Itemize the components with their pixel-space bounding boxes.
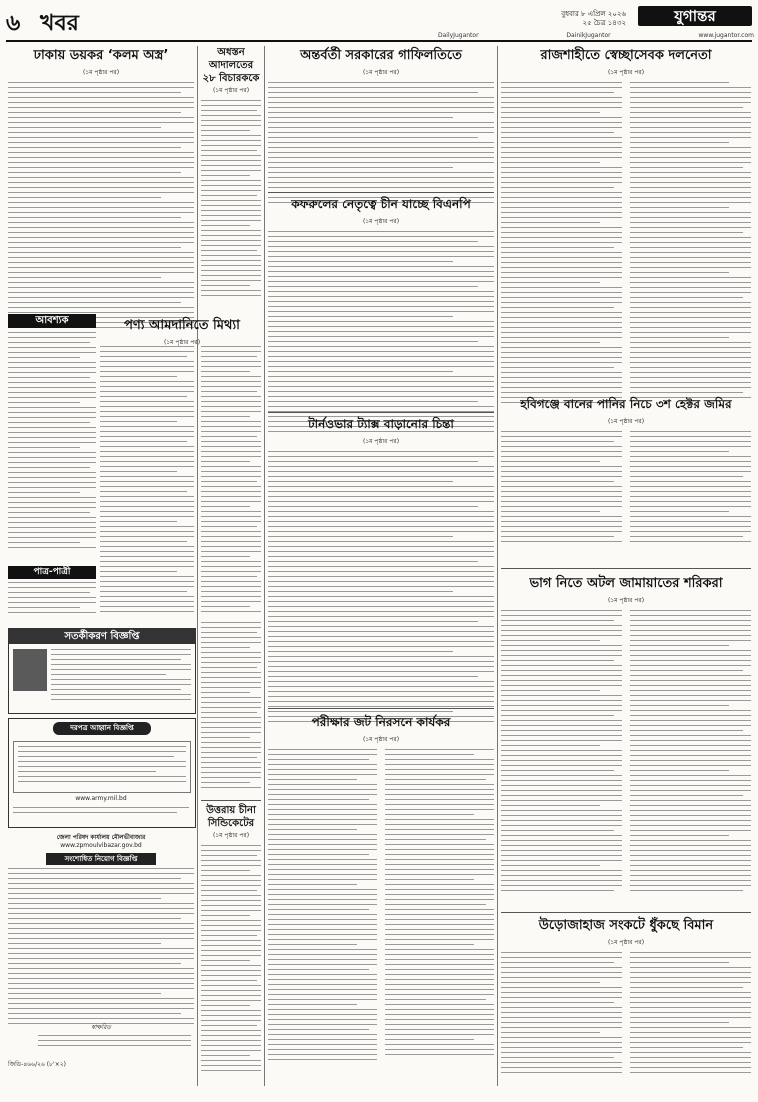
continuation-tag: (১ম পৃষ্ঠার পর) xyxy=(607,939,645,946)
article-kaforul xyxy=(268,196,494,436)
article-ponno xyxy=(100,316,264,348)
body-text xyxy=(501,610,751,930)
article-divider xyxy=(268,708,494,709)
date-bangla: ২৫ চৈত্র ১৪৩২ xyxy=(582,19,626,27)
classified-matrimony xyxy=(8,566,96,624)
headline: ঢাকায় ডয়কর ‘কলম অস্ত্র’ xyxy=(33,48,169,63)
continuation-tag: (১ম পৃষ্ঠার পর) xyxy=(362,218,400,225)
continuation-tag: (১ম পৃষ্ঠার পর) xyxy=(82,69,120,76)
column-rule xyxy=(264,46,265,1086)
body-text xyxy=(501,82,751,422)
section-title: খবর xyxy=(40,11,79,36)
headline: অধস্তন আদালতের ২৮ বিচারককে xyxy=(202,47,260,84)
headline: পণ্য আমদানিতে মিথ্যা xyxy=(124,318,240,333)
continuation-tag: (১ম পৃষ্ঠার পর) xyxy=(212,832,250,839)
notice-body xyxy=(8,868,194,1024)
column-rule xyxy=(497,46,498,1086)
article-porikkha xyxy=(268,714,494,1101)
continuation-tag: (১ম পৃষ্ঠার পর) xyxy=(607,418,645,425)
classified-header: পাত্র-পাত্রী xyxy=(8,566,96,579)
tender-header: দরপত্র আহ্বান বিজ্ঞপ্তি xyxy=(53,722,151,735)
continuation-tag: (১ম পৃষ্ঠার পর) xyxy=(607,69,645,76)
continuation-tag: (১ম পৃষ্ঠার পর) xyxy=(362,438,400,445)
newspaper-logo: যুগান্তর xyxy=(638,6,752,26)
article-divider xyxy=(268,192,494,193)
masthead xyxy=(6,6,752,42)
article-rajshahi xyxy=(501,46,751,422)
body-text xyxy=(201,346,261,616)
article-divider xyxy=(201,800,261,801)
page-number: ৬ xyxy=(6,11,21,36)
classified-header: আবশ্যক xyxy=(8,314,96,328)
continuation-tag: (১ম পৃষ্ঠার পর) xyxy=(607,597,645,604)
classified-body xyxy=(8,332,96,552)
headline: উড়োজাহাজ সংকটে ধুঁকছে বিমান xyxy=(538,918,714,933)
article-jamaat xyxy=(501,574,751,930)
date-block xyxy=(426,10,626,28)
headline: রাজশাহীতে স্বেচ্ছাসেবক দলনেতা xyxy=(540,48,712,63)
website-link[interactable]: www.jugantor.com xyxy=(698,32,754,39)
article-turnover xyxy=(268,416,494,731)
headline: পরীক্ষার জট নিরসনে কার্যকর xyxy=(311,715,451,729)
social-links xyxy=(438,32,754,39)
body-text xyxy=(268,451,494,731)
article-uttora xyxy=(201,804,261,1075)
notice-header: সতর্কীকরণ বিজ্ঞপ্তি xyxy=(9,629,195,644)
warning-notice xyxy=(8,628,196,714)
signature: স্বাক্ষরিত xyxy=(91,1024,111,1031)
article-dhaka xyxy=(8,46,194,332)
notice-body xyxy=(51,649,191,709)
body-text xyxy=(8,82,194,332)
tender-footer xyxy=(13,807,189,825)
body-text xyxy=(501,952,751,1102)
continuation-tag: (১ম পৃষ্ঠার পর) xyxy=(362,69,400,76)
tender-notice xyxy=(8,718,196,828)
date-gregorian: বুধবার ৮ এপ্রিল ২০২৬ xyxy=(561,10,626,18)
body-text xyxy=(100,346,194,616)
headline: অন্তর্বর্তী সরকারের গাফিলতিতে xyxy=(300,48,462,63)
continuation-tag: (১ম পৃষ্ঠার পর) xyxy=(212,87,250,94)
office-website[interactable]: www.zpmoulvibazar.gov.bd xyxy=(60,842,142,849)
office-name: জেলা পরিষদ কার্যালয় মৌলভীবাজার xyxy=(56,834,146,841)
article-divider xyxy=(268,412,494,413)
headline: উত্তরায় চীনা সিন্ডিকেটের xyxy=(206,805,256,829)
article-ontorboti xyxy=(268,46,494,207)
body-text xyxy=(268,231,494,436)
classified-wanted xyxy=(8,314,96,554)
classified-body xyxy=(8,582,96,622)
person-photo xyxy=(13,649,47,691)
tender-table xyxy=(13,741,191,793)
headline: হবিগঞ্জে বানের পানির নিচে ৩শ হেক্টর জমির xyxy=(520,397,732,411)
headline: ভাগ নিতে অটল জামায়াতের শরিকরা xyxy=(529,576,723,591)
headline: টার্নওভার ট্যাক্স বাড়ানোর চিন্তা xyxy=(308,417,454,431)
body-text xyxy=(501,431,751,569)
twitter-handle[interactable]: DailyJugantor xyxy=(438,32,479,39)
body-text xyxy=(268,749,494,1101)
headline: কফরুলের নেতৃত্বে চীন যাচ্ছে বিএনপি xyxy=(291,197,471,211)
article-haor xyxy=(501,396,751,569)
article-odhoston xyxy=(201,46,261,300)
tender-website[interactable]: www.army.mil.bd xyxy=(75,795,127,802)
body-text xyxy=(201,845,261,1075)
body-text xyxy=(201,622,261,796)
notice-header: সংশোধিত নিয়োগ বিজ্ঞপ্তি xyxy=(46,853,156,865)
article-divider xyxy=(501,912,751,913)
continuation-tag: (১ম পৃষ্ঠার পর) xyxy=(163,339,201,346)
signatory-details xyxy=(8,1035,194,1061)
continuation-tag: (১ম পৃষ্ঠার পর) xyxy=(362,736,400,743)
recruitment-notice xyxy=(8,834,194,1086)
notice-code: জিডি-৪৬৬/২৬ (৮'×২) xyxy=(8,1061,66,1068)
article-biman xyxy=(501,916,751,1102)
body-text xyxy=(268,82,494,207)
facebook-handle[interactable]: DainikJugantor xyxy=(566,32,611,39)
column-rule xyxy=(197,46,198,1086)
body-text xyxy=(201,100,261,300)
article-divider xyxy=(501,568,751,569)
